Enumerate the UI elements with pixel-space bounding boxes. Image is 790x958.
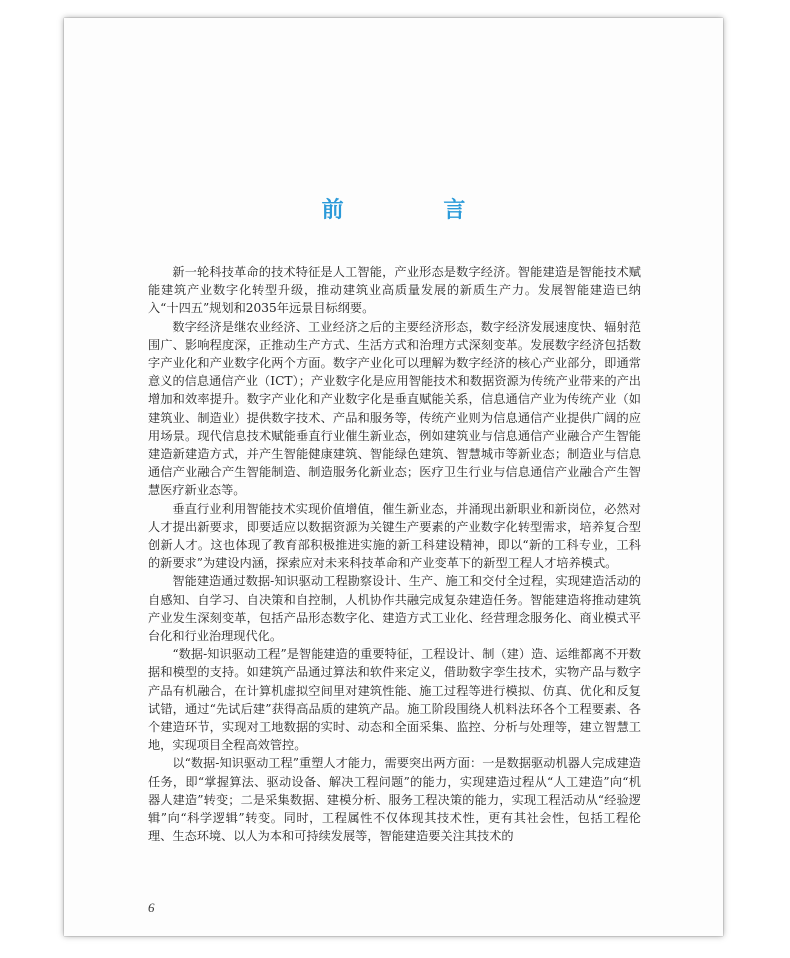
paragraph: 垂直行业利用智能技术实现价值增值，催生新业态，并涌现出新职业和新岗位，必然对人才提出新要求，即要适应以数据资源为关键生产要素的产业数字化转型需求，培养复合型创新人才。这也体现了教育部积极推进实施的新工科建设精神，即以“新的工科专业，工科的新要求”为建设内涵，探索应对未来科技革命和产业变革下的新型工程人才培养模式。 — [148, 501, 641, 571]
paragraph: 数字经济是继农业经济、工业经济之后的主要经济形态，数字经济发展速度快、辐射范围广、影响程度深，正推动生产方式、生活方式和治理方式深刻变革。发展数字经济包括数字产业化和产业数字化两个方面。数字产业化可以理解为数字经济的核心产业部分，即通常意义的信息通信产业（ICT）；产业数字化是应用智能技术和数据资源为传统产业带来的产出增加和效率提升。数字产业化和产业数字化是垂直赋能关系，信息通信产业为传统产业（如建筑业、制造业）提供数字技术、产品和服务等，传统产业则为信息通信产业提供广阔的应用场景。现代信息技术赋能垂直行业催生新业态，例如建筑业与信息通信产业融合产生智能建造新建造方式，并产生智能健康建筑、智能绿色建筑、智慧城市等新业态；制造业与信息通信产业融合产生智能制造、制造服务化新业态；医疗卫生行业与信息通信产业融合产生智慧医疗新业态等。 — [148, 319, 641, 498]
paragraph: 智能建造通过数据-知识驱动工程勘察设计、生产、施工和交付全过程，实现建造活动的自感知、自学习、自决策和自控制，人机协作共融完成复杂建造任务。智能建造将推动建筑产业发生深刻变革，包括产品形态数字化、建造方式工业化、经营理念服务化、商业模式平台化和行业治理现代化。 — [148, 574, 641, 644]
paragraph: “数据-知识驱动工程”是智能建造的重要特征，工程设计、制（建）造、运维都离不开数据和模型的支持。如建筑产品通过算法和软件来定义，借助数字孪生技术，实物产品与数字产品有机融合，在计算机虚拟空间里对建筑性能、施工过程等进行模拟、仿真、优化和反复试错，通过“先试后建”获得高品质的建筑产品。施工阶段围绕人机料法环各个工程要素、各个建造环节，实现对工地数据的实时、动态和全面采集、监控、分析与处理等，建立智慧工地，实现项目全程高效管控。 — [148, 647, 641, 753]
book-page — [64, 18, 723, 936]
page-number: 6 — [148, 900, 155, 915]
page-title: 前 言 — [321, 198, 512, 223]
preface-body — [148, 263, 641, 846]
paragraph: 以“数据-知识驱动工程”重塑人才能力，需要突出两方面：一是数据驱动机器人完成建造任务，即“掌握算法、驱动设备、解决工程问题”的能力，实现建造过程从“人工建造”向“机器人建造”转变；二是采集数据、建模分析、服务工程决策的能力，实现工程活动从“经验逻辑”向“科学逻辑”转变。同时，工程属性不仅体现其技术性，更有其社会性，包括工程伦理、生态环境、以人为本和可持续发展等，智能建造要关注其技术的 — [148, 756, 641, 844]
paragraph: 新一轮科技革命的技术特征是人工智能，产业形态是数字经济。智能建造是智能技术赋能建筑产业数字化转型升级，推动建筑业高质量发展的新质生产力。发展智能建造已纳入“十四五”规划和2035年远景目标纲要。 — [148, 265, 641, 316]
